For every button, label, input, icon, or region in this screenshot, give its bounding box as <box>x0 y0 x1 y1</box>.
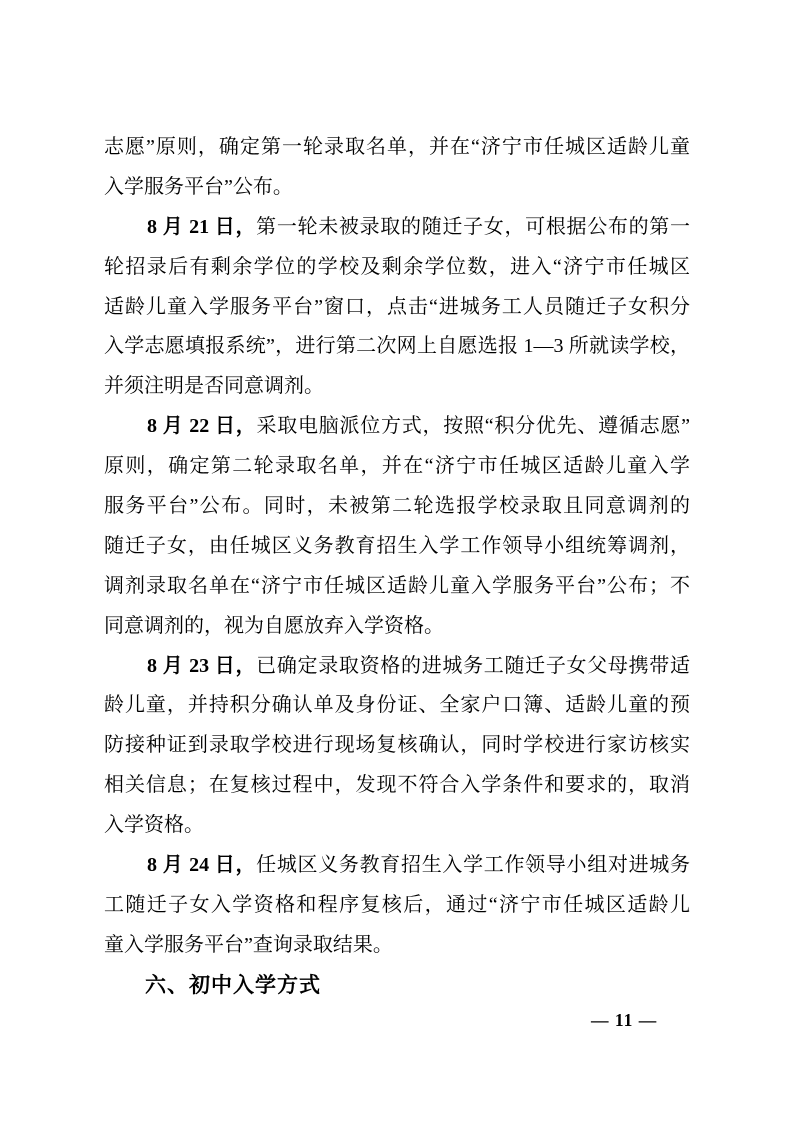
text-line: 随迁子女，由任城区义务教育招生入学工作领导小组统筹调剂， <box>104 534 690 557</box>
text-line: 服务平台”公布。同时，未被第二轮选报学校录取且同意调剂的 <box>104 495 690 518</box>
paragraph-first-line <box>104 407 690 447</box>
paragraph-first-line <box>104 846 690 886</box>
text-line: 轮招录后有剩余学位的学校及剩余学位数，进入“济宁市任城区 <box>104 255 690 278</box>
text-line: 防接种证到录取学校进行现场复核确认，同时学校进行家访核实 <box>104 734 690 757</box>
line-text: 第一轮未被录取的随迁子女，可根据公布的第一 <box>256 215 690 238</box>
date-emphasis: 8 月 21 日， <box>147 215 257 238</box>
text-line: 同意调剂的，视为自愿放弃入学资格。 <box>104 614 444 637</box>
text-line: 童入学服务平台”查询录取结果。 <box>104 933 393 956</box>
text-line: 适龄儿童入学服务平台”窗口，点击“进城务工人员随迁子女积分 <box>104 295 690 318</box>
date-emphasis: 8 月 23 日， <box>147 654 257 677</box>
text-line: 工随迁子女入学资格和程序复核后，通过“济宁市任城区适龄儿 <box>104 893 690 916</box>
text-line: 调剂录取名单在“济宁市任城区适龄儿童入学服务平台”公布；不 <box>104 574 690 597</box>
line-text: 任城区义务教育招生入学工作领导小组对进城务 <box>256 854 690 877</box>
text-line: 原则，确定第二轮录取名单，并在“济宁市任城区适龄儿童入学 <box>104 455 690 478</box>
paragraph-first-line <box>104 647 690 687</box>
paragraph-first-line <box>104 208 690 248</box>
date-emphasis: 8 月 22 日， <box>147 415 257 438</box>
page-number: — 11 — <box>591 1010 658 1030</box>
text-line: 入学志愿填报系统”，进行第二次网上自愿选报 1—3 所就读学校， <box>104 335 690 358</box>
text-line: 龄儿童，并持积分确认单及身份证、全家户口簿、适龄儿童的预 <box>104 694 690 717</box>
text-line: 入学资格。 <box>104 814 204 837</box>
text-line: 入学服务平台”公布。 <box>104 175 293 198</box>
line-text: 已确定录取资格的进城务工随迁子女父母携带适 <box>256 654 690 677</box>
line-text: 采取电脑派位方式，按照“积分优先、遵循志愿” <box>256 415 690 438</box>
text-line: 相关信息；在复核过程中，发现不符合入学条件和要求的，取消 <box>104 774 690 797</box>
document-body <box>104 128 690 1006</box>
text-line: 并须注明是否同意调剂。 <box>104 375 324 398</box>
date-emphasis: 8 月 24 日， <box>147 854 257 877</box>
section-heading: 六、初中入学方式 <box>145 973 321 997</box>
text-line: 志愿”原则，确定第一轮录取名单，并在“济宁市任城区适龄儿童 <box>104 136 690 158</box>
